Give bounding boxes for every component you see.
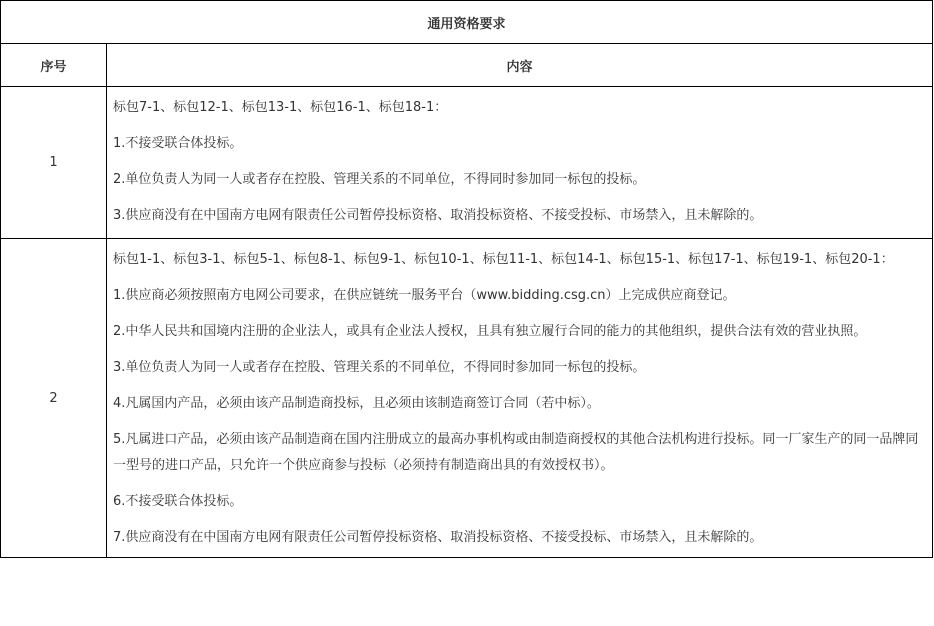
table-row: [1, 239, 933, 558]
table-title-row: [1, 1, 933, 44]
row-content: [107, 239, 933, 558]
row-line: 1.供应商必须按照南方电网公司要求，在供应链统一服务平台（www.bidding.csg.cn）上完成供应商登记。: [113, 288, 736, 303]
row-line: 2.中华人民共和国境内注册的企业法人，或具有企业法人授权，且具有独立履行合同的能力的其他组织，提供合法有效的营业执照。: [113, 324, 867, 339]
row-line: 标包7-1、标包12-1、标包13-1、标包16-1、标包18-1：: [113, 100, 448, 115]
table-row: [1, 87, 933, 239]
header-index: 序号: [1, 44, 107, 87]
row-line: 3.供应商没有在中国南方电网有限责任公司暂停投标资格、取消投标资格、不接受投标、市场禁入，且未解除的。: [113, 208, 763, 223]
row-line: 4.凡属国内产品，必须由该产品制造商投标，且必须由该制造商签订合同（若中标）。: [113, 396, 600, 411]
table-title: 通用资格要求: [1, 1, 933, 44]
row-line: 1.不接受联合体投标。: [113, 136, 243, 151]
table-header-row: [1, 44, 933, 87]
row-line: 6.不接受联合体投标。: [113, 494, 243, 509]
row-index: 1: [1, 87, 107, 239]
row-line: 标包1-1、标包3-1、标包5-1、标包8-1、标包9-1、标包10-1、标包11-1、标包14-1、标包15-1、标包17-1、标包19-1、标包20-1：: [113, 252, 894, 267]
row-content: [107, 87, 933, 239]
row-line: 2.单位负责人为同一人或者存在控股、管理关系的不同单位，不得同时参加同一标包的投标。: [113, 172, 646, 187]
row-line: 7.供应商没有在中国南方电网有限责任公司暂停投标资格、取消投标资格、不接受投标、市场禁入，且未解除的。: [113, 530, 763, 545]
row-index: 2: [1, 239, 107, 558]
row-line: 5.凡属进口产品，必须由该产品制造商在国内注册成立的最高办事机构或由制造商授权的其他合法机构进行投标。同一厂家生产的同一品牌同一型号的进口产品，只允许一个供应商参与投标（必须持有制造商出具的有效授权书）。: [113, 432, 919, 473]
row-line: 3.单位负责人为同一人或者存在控股、管理关系的不同单位，不得同时参加同一标包的投标。: [113, 360, 646, 375]
header-content: 内容: [107, 44, 933, 87]
